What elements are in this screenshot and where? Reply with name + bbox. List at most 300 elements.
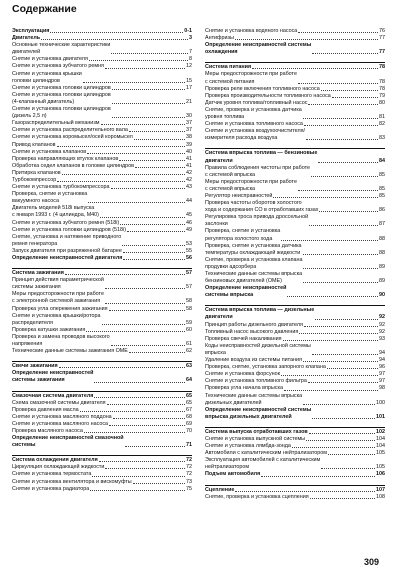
dot-leader xyxy=(119,160,185,161)
toc-entry-title: Снятие, проверка и установка сцепления xyxy=(205,493,309,500)
toc-entry-title: Проверка свечей накаливания xyxy=(205,335,282,342)
toc-section-heading-title: Свечи зажигания xyxy=(12,363,58,370)
toc-entry-page: 106 xyxy=(376,471,385,478)
dot-leader xyxy=(287,296,378,297)
toc-entry-page: 77 xyxy=(379,49,385,56)
toc-entry xyxy=(205,107,385,121)
dot-leader xyxy=(112,103,185,104)
toc-entry-title: Автомобили с каталитическим нейтрализатором xyxy=(205,450,327,457)
toc-entry-title: Определение неисправностей смазочной системы xyxy=(12,435,124,449)
toc-entry-page: 108 xyxy=(376,493,385,500)
toc-entry-title: Проверка, снятие, установка запорного клапана xyxy=(205,364,326,371)
toc-entry-title: Снятие и установка термостата xyxy=(12,471,92,478)
toc-entry-page: 100 xyxy=(376,399,385,406)
dot-leader xyxy=(112,117,185,118)
toc-entry-title: Правила соблюдения чистоты при работе с системой впрыска xyxy=(205,164,311,178)
toc-entry-title: Снятие и установка топливного насоса xyxy=(205,121,303,128)
toc-entry-title: Эксплуатация автомобилей с каталитическим нейтрализатором xyxy=(205,457,321,471)
toc-entry-title: Проверка частоты оборотов холостого хода и содержания CO в отработавших газах xyxy=(205,200,319,214)
toc-entry xyxy=(205,121,385,128)
dot-leader xyxy=(90,490,185,491)
toc-entry-title: Определение неисправностей системы охлаждения xyxy=(205,42,312,56)
dot-leader xyxy=(111,345,185,346)
toc-entry-page: 88 xyxy=(379,249,385,256)
toc-entry-title: Проверка направляющих втулок клапанов xyxy=(12,155,119,162)
toc-section xyxy=(205,28,385,56)
toc-entry-page: 49 xyxy=(186,226,192,233)
toc-entry-title: Двигатель моделей 518i выпуска с января 1993 г. (4 цилиндра, М40) xyxy=(12,205,99,219)
toc-entry xyxy=(205,457,385,471)
dot-leader xyxy=(303,268,378,269)
page-number: 309 xyxy=(364,557,380,567)
toc-section xyxy=(12,455,192,492)
dot-leader xyxy=(308,104,378,105)
toc-entry-page: 94 xyxy=(379,349,385,356)
toc-entry-title: Снятие и установка двигателя xyxy=(12,56,88,63)
toc-entry-title: Снятие и установка водяного насоса xyxy=(205,28,298,34)
dot-leader xyxy=(50,32,183,33)
dot-leader xyxy=(105,68,185,69)
dot-leader xyxy=(109,310,185,311)
toc-section-heading-page: 107 xyxy=(376,486,385,493)
toc-entry-page: 64 xyxy=(186,377,192,384)
toc-entry xyxy=(205,371,385,378)
toc-entry-page: 85 xyxy=(379,185,385,192)
dot-leader xyxy=(298,32,378,33)
toc-entry xyxy=(12,464,192,471)
dot-leader xyxy=(292,447,375,448)
toc-entry-page: 12 xyxy=(186,63,192,70)
dot-leader xyxy=(84,432,185,433)
dot-leader xyxy=(94,382,185,383)
toc-left-column xyxy=(12,28,192,493)
toc-entry-title: Снятие и установка выпускной системы xyxy=(205,435,306,442)
toc-section-heading-page: 63 xyxy=(186,363,192,370)
toc-entry-title: Технические данные системы зажигания OME xyxy=(12,348,128,355)
toc-entry-title: Технические данные системы впрыска дизельных двигателей xyxy=(205,392,303,406)
toc-entry xyxy=(12,234,192,248)
toc-entry xyxy=(12,85,192,92)
dot-leader xyxy=(111,188,185,189)
toc-section xyxy=(205,305,385,421)
dot-leader xyxy=(309,225,378,226)
toc-entry-page: 40 xyxy=(186,148,192,155)
dot-leader xyxy=(65,274,185,275)
toc-entry-title: Меры предосторожности при работе с электронной системой зажигания xyxy=(12,291,104,305)
toc-entry-page: 57 xyxy=(186,284,192,291)
toc-entry-title: Проверка и замена проводов высокого напряжения xyxy=(12,333,110,348)
toc-entry-title: Снятие, проверка и установка датчика уровня топлива xyxy=(205,106,302,121)
toc-entry xyxy=(12,277,192,291)
toc-section-heading xyxy=(205,62,385,71)
toc-section-heading xyxy=(205,148,385,164)
toc-entry xyxy=(205,200,385,214)
toc-entry-page: 0-1 xyxy=(184,28,192,34)
toc-section-heading-page: 57 xyxy=(186,270,192,277)
toc-entry-title: Притирка клапанов xyxy=(12,169,61,176)
toc-entry-page: 71 xyxy=(186,442,192,449)
toc-entry xyxy=(205,100,385,107)
dot-leader xyxy=(311,176,378,177)
toc-entry-page: 92 xyxy=(379,328,385,335)
toc-entry-title: Проверка, снятие и установка датчика температуры охлаждающей жидкости xyxy=(205,242,302,256)
toc-entry xyxy=(12,255,192,262)
toc-entry-title: Снятие и установка распределительного вала xyxy=(12,127,128,134)
toc-entry-title: Снятие и установка головки цилиндров (дизель 2,5 л) xyxy=(12,106,111,120)
toc-entry xyxy=(12,184,192,191)
toc-section xyxy=(12,391,192,450)
toc-entry-title: Снятие и установка коромысел/осей коромысел xyxy=(12,134,133,141)
toc-entry-page: 94 xyxy=(379,357,385,364)
toc-entry-page: 98 xyxy=(379,385,385,392)
toc-entry xyxy=(12,414,192,421)
toc-section-heading-page: 92 xyxy=(379,314,385,321)
toc-entry-title: Обработка седел клапанов в головке цилиндров xyxy=(12,162,134,169)
toc-entry xyxy=(12,348,192,355)
toc-entry-page: 37 xyxy=(186,120,192,127)
toc-entry-page: 105 xyxy=(376,464,385,471)
toc-entry-title: Двигатель xyxy=(12,35,41,42)
toc-entry xyxy=(205,471,385,478)
toc-entry-page: 90 xyxy=(379,292,385,299)
toc-entry-page: 92 xyxy=(379,321,385,328)
toc-entry xyxy=(205,436,385,443)
toc-entry-title: Снятие и установка зубчатого ремня (518i) xyxy=(12,219,120,226)
toc-entry-page: 58 xyxy=(186,305,192,312)
toc-entry xyxy=(205,28,385,35)
toc-entry-title: Определение неисправностей системы зажигания xyxy=(12,370,94,384)
dot-leader xyxy=(87,153,185,154)
toc-entry xyxy=(12,205,192,219)
dot-leader xyxy=(89,60,188,61)
toc-entry xyxy=(12,71,192,85)
dot-leader xyxy=(328,454,375,455)
toc-entry-title: Проверка производительности топливного насоса xyxy=(205,92,331,99)
toc-entry-page: 67 xyxy=(186,406,192,413)
toc-entry xyxy=(205,71,385,85)
toc-entry xyxy=(12,63,192,70)
dot-leader xyxy=(303,361,378,362)
toc-entry xyxy=(12,435,192,449)
dot-leader xyxy=(318,162,378,163)
toc-section-heading-title: Смазочная система двигателя xyxy=(12,392,94,399)
toc-entry xyxy=(205,93,385,100)
toc-entry-title: Технические данные системы впрыска бензиновых двигателей (OME) xyxy=(205,271,303,285)
toc-entry-page: 42 xyxy=(186,169,192,176)
toc-entry xyxy=(12,370,192,384)
toc-entry-page: 105 xyxy=(376,450,385,457)
toc-entry-page: 37 xyxy=(186,127,192,134)
dot-leader xyxy=(101,124,186,125)
toc-entry-page: 21 xyxy=(186,98,192,105)
toc-section-heading-title: Система впрыска топлива — бензиновые двигатели xyxy=(205,150,318,164)
toc-entry xyxy=(205,364,385,371)
toc-entry xyxy=(205,228,385,242)
toc-section-heading xyxy=(12,268,192,277)
toc-entry xyxy=(12,163,192,170)
toc-entry-page: 61 xyxy=(186,341,192,348)
toc-entry-page: 55 xyxy=(186,247,192,254)
toc-entry xyxy=(205,336,385,343)
toc-entry-page: 53 xyxy=(186,240,192,247)
toc-entry-page: 85 xyxy=(379,192,385,199)
toc-entry-page: 7 xyxy=(189,49,192,56)
toc-entry-title: Снятие и установка масляного поддона xyxy=(12,413,112,420)
toc-entry-title: Запуск двигателя при разряженной батарее xyxy=(12,247,122,254)
toc-entry-page: 78 xyxy=(379,85,385,92)
dot-leader xyxy=(123,259,185,260)
dot-leader xyxy=(127,231,185,232)
toc-entry xyxy=(205,165,385,179)
toc-entry xyxy=(205,343,385,357)
toc-entry xyxy=(205,329,385,336)
dot-leader xyxy=(120,224,185,225)
toc-section-heading xyxy=(205,427,385,436)
toc-entry-title: Турбокомпрессор xyxy=(12,176,57,183)
dot-leader xyxy=(304,326,378,327)
toc-entry-page: 17 xyxy=(186,84,192,91)
toc-section-heading-page: 78 xyxy=(379,64,385,71)
dot-leader xyxy=(129,352,185,353)
toc-entry-page: 79 xyxy=(379,92,385,99)
dot-leader xyxy=(321,468,375,469)
toc-entry xyxy=(12,248,192,255)
toc-entry-title: Снятие и установка крышки/ротора распределителя xyxy=(12,312,101,326)
dot-leader xyxy=(92,476,185,477)
toc-entry-title: Подъем автомобиля xyxy=(205,471,261,478)
toc-entry-title: Проверка угла опережения зажигания xyxy=(12,305,108,312)
toc-entry xyxy=(205,214,385,228)
toc-section xyxy=(12,28,192,262)
toc-entry-title: Проверка угла начала впрыска xyxy=(205,385,283,392)
toc-entry-page: 101 xyxy=(376,413,385,420)
toc-entry-title: Снятие и установка воздухоочистителя/ измерителя расхода воздуха xyxy=(205,128,306,142)
dot-leader xyxy=(308,382,378,383)
dot-leader xyxy=(57,146,185,147)
toc-section-heading-page: 84 xyxy=(379,157,385,164)
toc-entry xyxy=(12,400,192,407)
toc-entry-page: 75 xyxy=(186,485,192,492)
dot-leader xyxy=(133,483,185,484)
dot-leader xyxy=(273,197,378,198)
toc-entry xyxy=(12,479,192,486)
dot-leader xyxy=(235,491,375,492)
toc-entry-page: 72 xyxy=(186,471,192,478)
dot-leader xyxy=(111,53,188,54)
dot-leader xyxy=(298,190,378,191)
dot-leader xyxy=(304,125,378,126)
toc-entry-page: 104 xyxy=(376,443,385,450)
toc-entry xyxy=(12,313,192,327)
toc-right-column xyxy=(205,28,385,501)
toc-entry-page: 70 xyxy=(186,427,192,434)
toc-section xyxy=(205,427,385,479)
toc-entry-title: Удаление воздуха из системы питания xyxy=(205,357,302,364)
dot-leader xyxy=(312,354,378,355)
toc-entry xyxy=(12,56,192,63)
dot-leader xyxy=(129,131,185,132)
toc-entry xyxy=(12,428,192,435)
toc-section-heading xyxy=(205,305,385,321)
dot-leader xyxy=(62,174,185,175)
toc-entry xyxy=(12,92,192,106)
dot-leader xyxy=(86,331,185,332)
toc-entry-page: 62 xyxy=(186,348,192,355)
toc-entry-title: Проверка давления масла xyxy=(12,406,79,413)
dot-leader xyxy=(284,390,378,391)
toc-entry-page: 81 xyxy=(379,114,385,121)
toc-entry-page: 73 xyxy=(186,478,192,485)
toc-entry-page: 97 xyxy=(379,371,385,378)
toc-entry xyxy=(205,285,385,299)
dot-leader xyxy=(303,404,375,405)
toc-entry-title: Проверка катушки зажигания xyxy=(12,326,86,333)
toc-entry-page: 38 xyxy=(186,134,192,141)
toc-entry xyxy=(12,177,192,184)
toc-entry-title: Регулировка троса привода дроссельной заслонки xyxy=(205,214,309,228)
toc-entry xyxy=(12,334,192,348)
toc-entry xyxy=(12,407,192,414)
toc-entry xyxy=(12,106,192,120)
toc-entry xyxy=(205,357,385,364)
toc-section xyxy=(12,268,192,355)
toc-entry-title: Снятие и установка зубчатого ремня xyxy=(12,63,104,70)
toc-entry xyxy=(205,407,385,421)
dot-leader xyxy=(109,425,185,426)
toc-entry xyxy=(205,378,385,385)
toc-entry-title: Топливный насос высокого давления xyxy=(205,328,299,335)
toc-entry-title: Определение неисправностей системы впрыска дизельных двигателей xyxy=(205,406,312,420)
toc-section-heading-title: Система впрыска топлива — дизельные двигатели xyxy=(205,307,315,321)
toc-entry-page: 69 xyxy=(186,420,192,427)
toc-entry-page: 88 xyxy=(379,235,385,242)
dot-leader xyxy=(281,375,378,376)
toc-entry xyxy=(12,227,192,234)
dot-leader xyxy=(261,476,375,477)
toc-section xyxy=(205,485,385,501)
dot-leader xyxy=(303,282,378,283)
toc-entry-title: Принцип действия параметрической системы зажигания xyxy=(12,277,104,291)
toc-entry xyxy=(205,243,385,257)
toc-entry-page: 89 xyxy=(379,278,385,285)
toc-entry-page: 77 xyxy=(379,35,385,42)
toc-section-heading-title: Сцепление xyxy=(205,486,235,493)
toc-entry xyxy=(12,35,192,42)
toc-entry xyxy=(12,291,192,305)
toc-entry-title: Привод клапанов xyxy=(12,141,56,148)
dot-leader xyxy=(94,397,185,398)
toc-entry xyxy=(205,42,385,56)
dot-leader xyxy=(105,288,185,289)
toc-entry xyxy=(12,42,192,56)
toc-entry-page: 82 xyxy=(379,121,385,128)
toc-entry-page: 68 xyxy=(186,413,192,420)
dot-leader xyxy=(123,252,185,253)
toc-entry xyxy=(12,421,192,428)
toc-entry xyxy=(205,494,385,501)
toc-section-heading-page: 72 xyxy=(186,457,192,464)
toc-entry-title: Снятие и установка крышки головки цилиндров xyxy=(12,70,82,84)
dot-leader xyxy=(80,411,185,412)
toc-entry-title: Снятие и установка радиатора xyxy=(12,485,90,492)
toc-section xyxy=(205,62,385,142)
toc-entry-page: 8 xyxy=(189,56,192,63)
toc-entry xyxy=(205,393,385,407)
toc-entry xyxy=(12,28,192,35)
toc-entry-title: Эксплуатация xyxy=(12,28,50,34)
toc-entry xyxy=(205,193,385,200)
toc-entry-page: 41 xyxy=(186,162,192,169)
toc-entry xyxy=(205,322,385,329)
toc-entry-page: 97 xyxy=(379,378,385,385)
toc-entry xyxy=(12,220,192,227)
toc-entry xyxy=(12,170,192,177)
toc-entry-title: Антифризы xyxy=(205,35,234,42)
toc-entry xyxy=(205,385,385,392)
dot-leader xyxy=(306,440,375,441)
toc-entry-page: 30 xyxy=(186,113,192,120)
toc-entry-title: Снятие, установка и натяжение приводного ремня генератора xyxy=(12,233,122,247)
toc-section-heading xyxy=(12,391,192,400)
toc-entry xyxy=(12,120,192,127)
toc-entry-page: 86 xyxy=(379,207,385,214)
dot-leader xyxy=(310,498,375,499)
dot-leader xyxy=(309,433,375,434)
toc-entry-title: Снятие, проверка и установка клапана продувки адсорбера xyxy=(205,256,303,270)
toc-entry-page: 3 xyxy=(189,35,192,42)
toc-entry-page: 59 xyxy=(186,319,192,326)
toc-entry-title: Снятие и установка клапанов xyxy=(12,148,87,155)
toc-entry-title: Снятие и установка вентилятора и вискомуфты xyxy=(12,478,132,485)
toc-entry-page: 44 xyxy=(186,198,192,205)
toc-entry xyxy=(12,327,192,334)
toc-section-heading xyxy=(12,361,192,370)
dot-leader xyxy=(83,82,185,83)
dot-leader xyxy=(105,468,185,469)
toc-entry-page: 93 xyxy=(379,335,385,342)
toc-entry-title: Снятие и установка лямбда-зонда xyxy=(205,443,291,450)
toc-entry xyxy=(205,257,385,271)
toc-entry-title: Проверка масляного насоса xyxy=(12,427,83,434)
dot-leader xyxy=(88,202,185,203)
toc-entry-title: Снятие и установка головки цилиндров (4-клапанный двигатель) xyxy=(12,91,111,105)
dot-leader xyxy=(135,167,185,168)
toc-entry xyxy=(12,471,192,478)
toc-entry xyxy=(12,191,192,205)
dot-leader xyxy=(125,446,185,447)
dot-leader xyxy=(303,118,378,119)
toc-entry-page: 80 xyxy=(379,99,385,106)
toc-entry-page: 89 xyxy=(379,263,385,270)
dot-leader xyxy=(41,39,188,40)
toc-section-heading-page: 102 xyxy=(376,428,385,435)
toc-section-heading-title: Система выпуска отработавших газов xyxy=(205,428,308,435)
dot-leader xyxy=(315,319,378,320)
dot-leader xyxy=(298,83,378,84)
dot-leader xyxy=(312,418,375,419)
toc-entry-page: 65 xyxy=(186,399,192,406)
toc-entry-page: 76 xyxy=(379,28,385,34)
toc-entry-page: 78 xyxy=(379,78,385,85)
toc-entry xyxy=(205,179,385,193)
toc-entry-page: 15 xyxy=(186,77,192,84)
toc-entry-title: Принцип работы дизельного двигателя xyxy=(205,321,303,328)
toc-entry xyxy=(205,128,385,142)
dot-leader xyxy=(319,211,378,212)
dot-leader xyxy=(102,324,185,325)
dot-leader xyxy=(59,367,185,368)
toc-entry-page: 87 xyxy=(379,221,385,228)
